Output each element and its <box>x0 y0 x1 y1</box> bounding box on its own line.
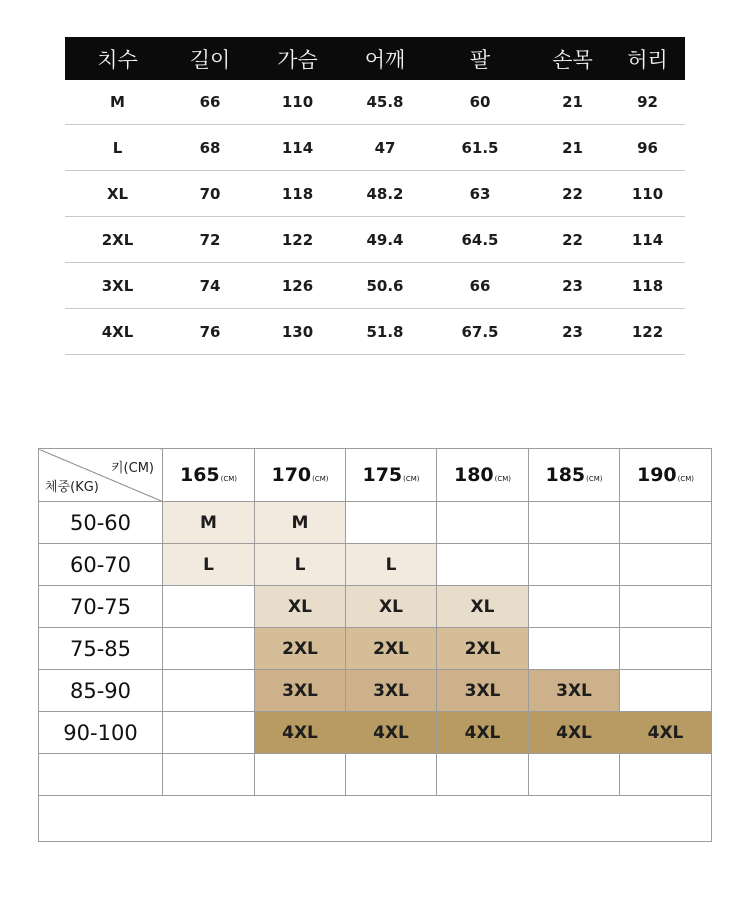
size-chart-cell: 118 <box>610 263 685 309</box>
size-chart-cell: 49.4 <box>345 217 425 263</box>
empty-cell <box>437 544 529 586</box>
empty-cell <box>346 502 437 544</box>
empty-cell <box>529 754 620 796</box>
recommended-size-cell: 3XL <box>346 670 437 712</box>
recommended-size-cell: XL <box>255 586 346 628</box>
size-chart-cell: 122 <box>250 217 345 263</box>
size-chart-row <box>65 309 685 355</box>
size-chart-header-cell: 손목 <box>535 37 610 80</box>
weight-axis-label: 체중(KG) <box>45 480 99 495</box>
size-chart-cell: 96 <box>610 125 685 171</box>
height-header-cell <box>620 449 712 502</box>
size-chart-cell: 48.2 <box>345 171 425 217</box>
weight-row <box>39 712 712 754</box>
size-chart-header-cell: 치수 <box>65 37 170 80</box>
recommended-size-cell: 4XL <box>346 712 437 754</box>
height-value: 180 <box>453 464 494 486</box>
height-unit: (CM) <box>494 475 512 483</box>
size-chart-cell: 21 <box>535 125 610 171</box>
recommended-size-cell: 3XL <box>437 670 529 712</box>
empty-cell <box>529 544 620 586</box>
size-chart-cell: 122 <box>610 309 685 355</box>
size-chart-header-cell: 허리 <box>610 37 685 80</box>
recommended-size-cell: 4XL <box>620 712 712 754</box>
recommended-size-cell: 4XL <box>437 712 529 754</box>
size-chart-cell: 76 <box>170 309 250 355</box>
size-chart-cell: 66 <box>170 80 250 125</box>
size-chart-cell: 68 <box>170 125 250 171</box>
size-chart-cell: M <box>65 80 170 125</box>
size-chart-cell: 63 <box>425 171 535 217</box>
empty-cell <box>346 754 437 796</box>
weight-range-label: 85-90 <box>39 670 163 712</box>
weight-row <box>39 544 712 586</box>
weight-range-label: 75-85 <box>39 628 163 670</box>
height-header-cell <box>163 449 255 502</box>
recommended-size-cell: 2XL <box>255 628 346 670</box>
empty-cell <box>529 502 620 544</box>
height-axis-label: 키(CM) <box>111 461 154 476</box>
size-chart-cell: 72 <box>170 217 250 263</box>
size-chart-cell: 67.5 <box>425 309 535 355</box>
empty-cell <box>163 628 255 670</box>
height-unit: (CM) <box>403 475 420 483</box>
weight-row <box>39 502 712 544</box>
recommended-size-cell: XL <box>437 586 529 628</box>
recommended-size-cell: 2XL <box>437 628 529 670</box>
recommended-size-cell: M <box>255 502 346 544</box>
height-header-cell <box>529 449 620 502</box>
size-chart-cell: 110 <box>250 80 345 125</box>
size-chart-table <box>65 37 685 355</box>
recommended-size-cell: L <box>346 544 437 586</box>
size-chart-cell: 70 <box>170 171 250 217</box>
blank-row <box>39 754 712 796</box>
empty-cell <box>529 628 620 670</box>
recommended-size-cell: M <box>163 502 255 544</box>
size-chart-cell: 110 <box>610 171 685 217</box>
height-header-row <box>39 449 712 502</box>
size-chart-cell: 51.8 <box>345 309 425 355</box>
size-chart-row <box>65 171 685 217</box>
size-chart-cell: 45.8 <box>345 80 425 125</box>
height-header-cell <box>346 449 437 502</box>
footer-row <box>39 796 712 842</box>
height-header-cell <box>255 449 346 502</box>
weight-row <box>39 628 712 670</box>
size-chart-cell: 114 <box>250 125 345 171</box>
size-chart-cell: 126 <box>250 263 345 309</box>
size-chart-cell: 114 <box>610 217 685 263</box>
empty-cell <box>620 628 712 670</box>
height-header-cell <box>437 449 529 502</box>
height-unit: (CM) <box>312 475 329 483</box>
size-chart-cell: 50.6 <box>345 263 425 309</box>
size-chart-cell: 23 <box>535 263 610 309</box>
size-chart-header-cell: 길이 <box>170 37 250 80</box>
size-chart-cell: 74 <box>170 263 250 309</box>
size-chart-row <box>65 80 685 125</box>
height-unit: (CM) <box>586 475 603 483</box>
size-chart-cell: 2XL <box>65 217 170 263</box>
size-chart-cell: 22 <box>535 171 610 217</box>
empty-cell <box>620 670 712 712</box>
size-chart-header-cell: 어깨 <box>345 37 425 80</box>
weight-range-label: 90-100 <box>39 712 163 754</box>
empty-cell <box>437 754 529 796</box>
weight-range-label: 60-70 <box>39 544 163 586</box>
size-chart-row <box>65 263 685 309</box>
height-unit: (CM) <box>677 475 695 483</box>
recommended-size-cell: XL <box>346 586 437 628</box>
empty-cell <box>163 586 255 628</box>
empty-cell <box>255 754 346 796</box>
size-chart-header-cell: 가슴 <box>250 37 345 80</box>
size-chart-header-cell: 팔 <box>425 37 535 80</box>
height-value: 165 <box>179 464 220 486</box>
size-chart-cell: 130 <box>250 309 345 355</box>
size-chart-cell: 4XL <box>65 309 170 355</box>
size-recommendation-table <box>38 448 712 842</box>
size-chart-cell: 66 <box>425 263 535 309</box>
weight-range-label: 50-60 <box>39 502 163 544</box>
empty-cell <box>163 754 255 796</box>
weight-row <box>39 670 712 712</box>
height-unit: (CM) <box>220 475 238 483</box>
empty-cell <box>620 754 712 796</box>
size-chart-cell: 22 <box>535 217 610 263</box>
size-chart-cell: 60 <box>425 80 535 125</box>
size-chart-cell: L <box>65 125 170 171</box>
recommended-size-cell: 4XL <box>529 712 620 754</box>
size-chart-cell: 3XL <box>65 263 170 309</box>
recommended-size-cell: 3XL <box>529 670 620 712</box>
recommended-size-cell: L <box>255 544 346 586</box>
recommended-size-cell: 2XL <box>346 628 437 670</box>
empty-cell <box>529 586 620 628</box>
empty-cell <box>437 502 529 544</box>
empty-cell <box>620 586 712 628</box>
empty-cell <box>620 544 712 586</box>
size-chart-row <box>65 125 685 171</box>
height-value: 185 <box>545 464 586 486</box>
corner-header-cell <box>39 449 163 502</box>
size-chart-cell: 23 <box>535 309 610 355</box>
empty-cell <box>39 754 163 796</box>
weight-row <box>39 586 712 628</box>
height-value: 175 <box>362 464 403 486</box>
size-chart-header-row <box>65 37 685 80</box>
size-chart-cell: 61.5 <box>425 125 535 171</box>
empty-cell <box>163 712 255 754</box>
recommended-size-cell: 3XL <box>255 670 346 712</box>
recommended-size-cell: L <box>163 544 255 586</box>
empty-cell <box>163 670 255 712</box>
size-chart-row <box>65 217 685 263</box>
size-chart-cell: 64.5 <box>425 217 535 263</box>
size-chart-cell: XL <box>65 171 170 217</box>
size-chart-cell: 118 <box>250 171 345 217</box>
empty-cell <box>620 502 712 544</box>
size-chart-cell: 47 <box>345 125 425 171</box>
weight-range-label: 70-75 <box>39 586 163 628</box>
height-value: 170 <box>271 464 312 486</box>
size-chart-cell: 92 <box>610 80 685 125</box>
size-chart-cell: 21 <box>535 80 610 125</box>
height-value: 190 <box>636 464 677 486</box>
recommended-size-cell: 4XL <box>255 712 346 754</box>
footer-cell <box>39 796 712 842</box>
